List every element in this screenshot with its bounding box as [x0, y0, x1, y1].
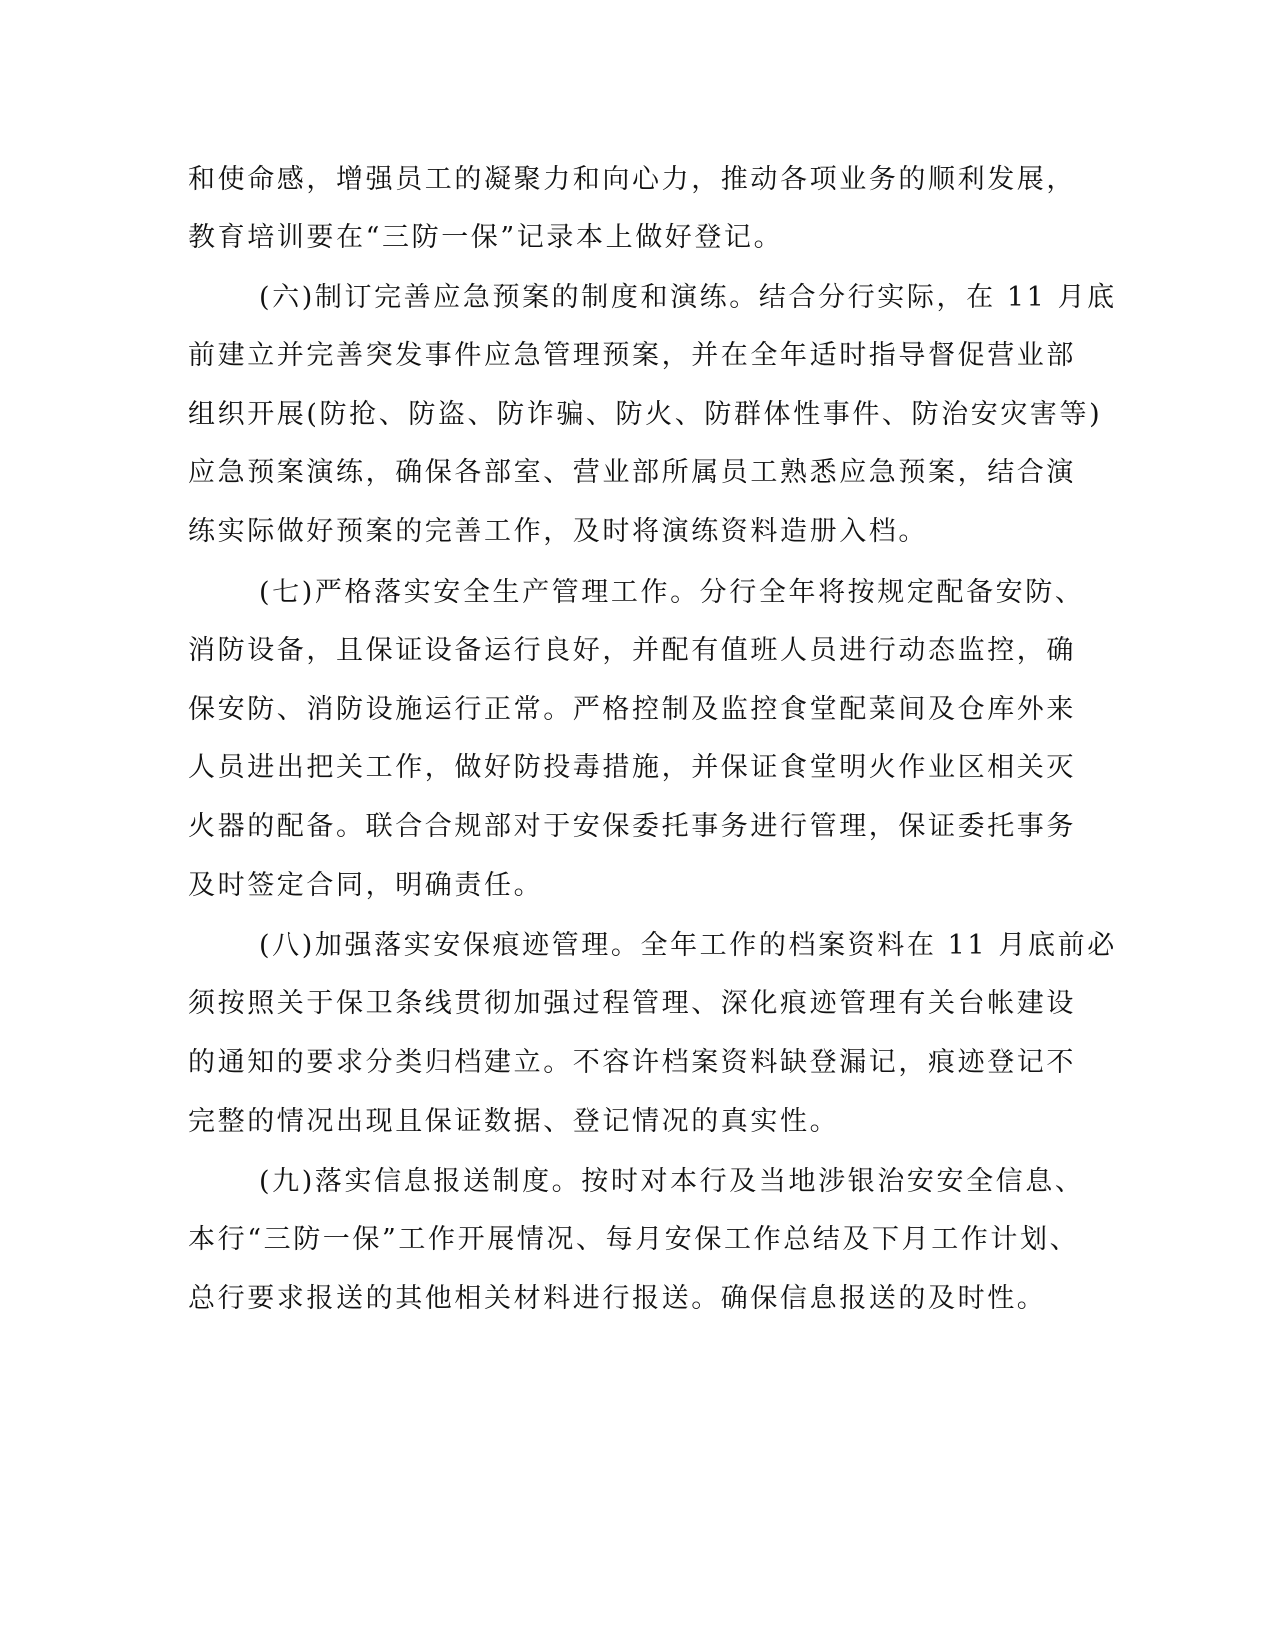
paragraph-8-heading-line: (八)加强落实安保痕迹管理。全年工作的档案资料在 11 月底前必 — [259, 930, 1117, 961]
text-line: 消防设备，且保证设备运行良好，并配有值班人员进行动态监控，确 — [188, 635, 1076, 666]
text-line: 须按照关于保卫条线贯彻加强过程管理、深化痕迹管理有关台帐建设 — [188, 988, 1076, 1019]
text-line: 完整的情况出现且保证数据、登记情况的真实性。 — [188, 1106, 840, 1137]
text-line: 及时签定合同，明确责任。 — [188, 870, 544, 901]
text-line: 练实际做好预案的完善工作，及时将演练资料造册入档。 — [188, 516, 928, 547]
text-line: 教育培训要在“三防一保”记录本上做好登记。 — [188, 222, 784, 253]
text-line: 应急预案演练，确保各部室、营业部所属员工熟悉应急预案，结合演 — [188, 457, 1076, 488]
paragraph-9-heading-line: (九)落实信息报送制度。按时对本行及当地涉银治安安全信息、 — [259, 1166, 1085, 1197]
text-line: 组织开展(防抢、防盗、防诈骗、防火、防群体性事件、防治安灾害等) — [188, 399, 1103, 430]
paragraph-7-heading-line: (七)严格落实安全生产管理工作。分行全年将按规定配备安防、 — [259, 577, 1085, 608]
text-line: 保安防、消防设施运行正常。严格控制及监控食堂配菜间及仓库外来 — [188, 694, 1076, 725]
text-line: 前建立并完善突发事件应急管理预案，并在全年适时指导督促营业部 — [188, 340, 1076, 371]
paragraph-6-heading-line: (六)制订完善应急预案的制度和演练。结合分行实际，在 11 月底 — [259, 282, 1117, 313]
text-line: 总行要求报送的其他相关材料进行报送。确保信息报送的及时性。 — [188, 1283, 1047, 1314]
text-line: 火器的配备。联合合规部对于安保委托事务进行管理，保证委托事务 — [188, 811, 1076, 842]
text-line: 和使命感，增强员工的凝聚力和向心力，推动各项业务的顺利发展， — [188, 164, 1076, 195]
text-line: 的通知的要求分类归档建立。不容许档案资料缺登漏记，痕迹登记不 — [188, 1047, 1076, 1078]
text-line: 人员进出把关工作，做好防投毒措施，并保证食堂明火作业区相关灭 — [188, 752, 1076, 783]
text-line: 本行“三防一保”工作开展情况、每月安保工作总结及下月工作计划、 — [188, 1224, 1080, 1255]
